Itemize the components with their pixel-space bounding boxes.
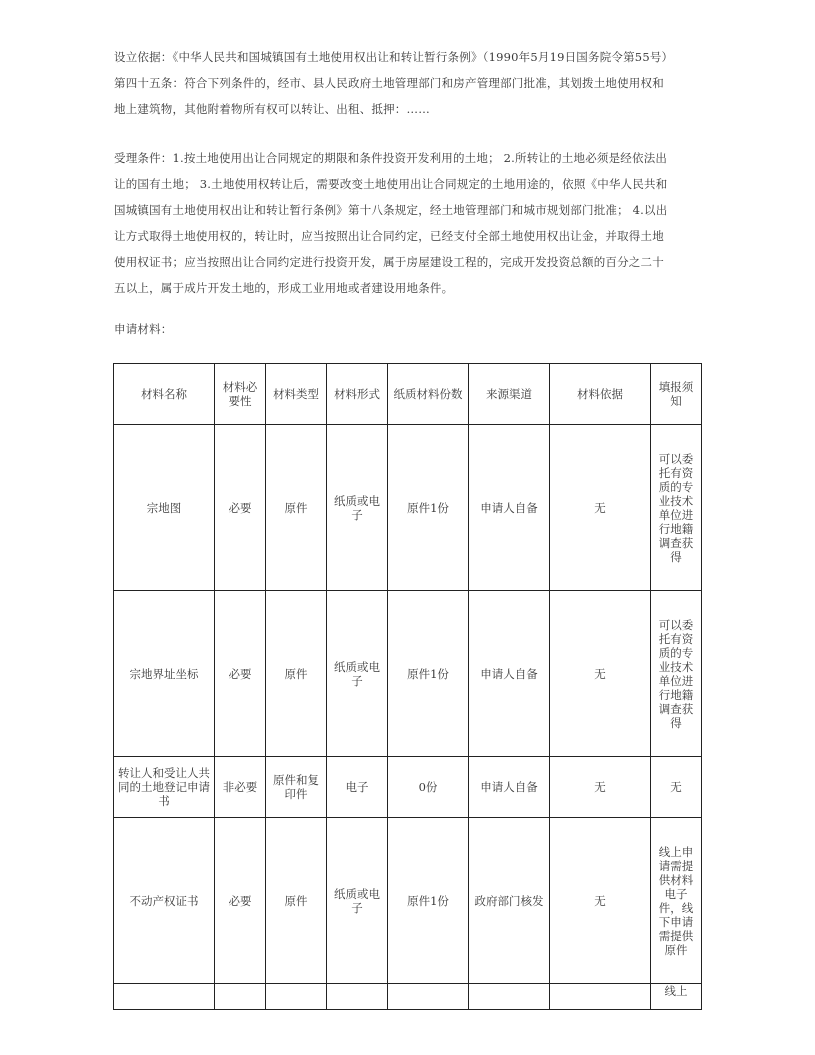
basis-line-2: 第四十五条：符合下列条件的，经市、县人民政府土地管理部门和房产管理部门批准，其划拨土地使用权和 bbox=[114, 76, 664, 90]
table-cell bbox=[114, 984, 215, 1010]
header-cell: 材料形式 bbox=[327, 364, 388, 425]
table-row bbox=[114, 591, 702, 757]
table-cell bbox=[469, 984, 550, 1010]
table-cell: 无 bbox=[550, 425, 651, 591]
conditions-line-4: 让方式取得土地使用权的，转让时，应当按照出让合同约定，已经支付全部土地使用权出让金，并取得土地 bbox=[114, 229, 664, 243]
table-cell: 原件1份 bbox=[388, 425, 469, 591]
table-cell: 纸质或电子 bbox=[327, 591, 388, 757]
table-row bbox=[114, 818, 702, 984]
table-cell: 可以委托有资质的专业技术单位进行地籍调查获得 bbox=[651, 591, 702, 757]
table-row bbox=[114, 425, 702, 591]
table-cell: 无 bbox=[651, 757, 702, 818]
table-cell: 原件 bbox=[266, 818, 327, 984]
materials-heading: 申请材料： bbox=[114, 322, 173, 336]
conditions-line-3: 国城镇国有土地使用权出让和转让暂行条例》第十八条规定，经土地管理部门和城市规划部门批准； 4.以出 bbox=[114, 203, 668, 217]
materials-table bbox=[113, 363, 702, 1010]
establishment-basis bbox=[114, 44, 704, 122]
table-cell: 无 bbox=[550, 757, 651, 818]
table-header-row bbox=[114, 364, 702, 425]
header-cell: 填报须知 bbox=[651, 364, 702, 425]
table-cell: 必要 bbox=[215, 591, 266, 757]
table-cell: 0份 bbox=[388, 757, 469, 818]
header-cell: 材料必要性 bbox=[215, 364, 266, 425]
table-cell: 可以委托有资质的专业技术单位进行地籍调查获得 bbox=[651, 425, 702, 591]
conditions-line-6: 五以上，属于成片开发土地的，形成工业用地或者建设用地条件。 bbox=[114, 281, 454, 295]
table-row-partial bbox=[114, 984, 702, 1010]
table-cell: 原件1份 bbox=[388, 591, 469, 757]
conditions-line-1: 受理条件：1.按土地使用出让合同规定的期限和条件投资开发利用的土地； 2.所转让的土地必须是经依法出 bbox=[114, 151, 668, 165]
table-cell: 无 bbox=[550, 818, 651, 984]
table-cell: 原件和复印件 bbox=[266, 757, 327, 818]
table-cell bbox=[327, 984, 388, 1010]
table-row bbox=[114, 757, 702, 818]
table-cell: 政府部门核发 bbox=[469, 818, 550, 984]
table-cell: 必要 bbox=[215, 425, 266, 591]
conditions-line-2: 让的国有土地； 3.土地使用权转让后，需要改变土地使用出让合同规定的土地用途的，依照《中华人民共和 bbox=[114, 177, 668, 191]
header-cell: 材料名称 bbox=[114, 364, 215, 425]
table-cell: 纸质或电子 bbox=[327, 818, 388, 984]
basis-line-1: 设立依据：《中华人民共和国城镇国有土地使用权出让和转让暂行条例》（1990年5月19日国务院令第55号） bbox=[114, 50, 674, 64]
table-cell: 宗地图 bbox=[114, 425, 215, 591]
table-cell: 无 bbox=[550, 591, 651, 757]
table-cell: 纸质或电子 bbox=[327, 425, 388, 591]
table-cell: 非必要 bbox=[215, 757, 266, 818]
table-cell bbox=[550, 984, 651, 1010]
table-cell: 不动产权证书 bbox=[114, 818, 215, 984]
header-cell: 材料类型 bbox=[266, 364, 327, 425]
table-cell: 原件 bbox=[266, 425, 327, 591]
table-cell: 宗地界址坐标 bbox=[114, 591, 215, 757]
header-cell: 来源渠道 bbox=[469, 364, 550, 425]
acceptance-conditions bbox=[114, 145, 704, 301]
header-cell: 材料依据 bbox=[550, 364, 651, 425]
conditions-line-5: 使用权证书；应当按照出让合同约定进行投资开发，属于房屋建设工程的，完成开发投资总额的百分之二十 bbox=[114, 255, 664, 269]
table-cell: 原件1份 bbox=[388, 818, 469, 984]
table-cell bbox=[266, 984, 327, 1010]
table-cell: 线上申请需提供材料电子件，线下申请需提供原件 bbox=[651, 818, 702, 984]
table-cell: 电子 bbox=[327, 757, 388, 818]
table-cell bbox=[388, 984, 469, 1010]
table-cell: 必要 bbox=[215, 818, 266, 984]
basis-line-3: 地上建筑物，其他附着物所有权可以转让、出租、抵押：…… bbox=[114, 102, 430, 116]
table-cell bbox=[215, 984, 266, 1010]
table-cell: 原件 bbox=[266, 591, 327, 757]
table-cell: 转让人和受让人共同的土地登记申请书 bbox=[114, 757, 215, 818]
table-cell: 申请人自备 bbox=[469, 425, 550, 591]
table-cell: 申请人自备 bbox=[469, 757, 550, 818]
table-cell: 申请人自备 bbox=[469, 591, 550, 757]
header-cell: 纸质材料份数 bbox=[388, 364, 469, 425]
table-cell: 线上 bbox=[651, 984, 702, 1010]
